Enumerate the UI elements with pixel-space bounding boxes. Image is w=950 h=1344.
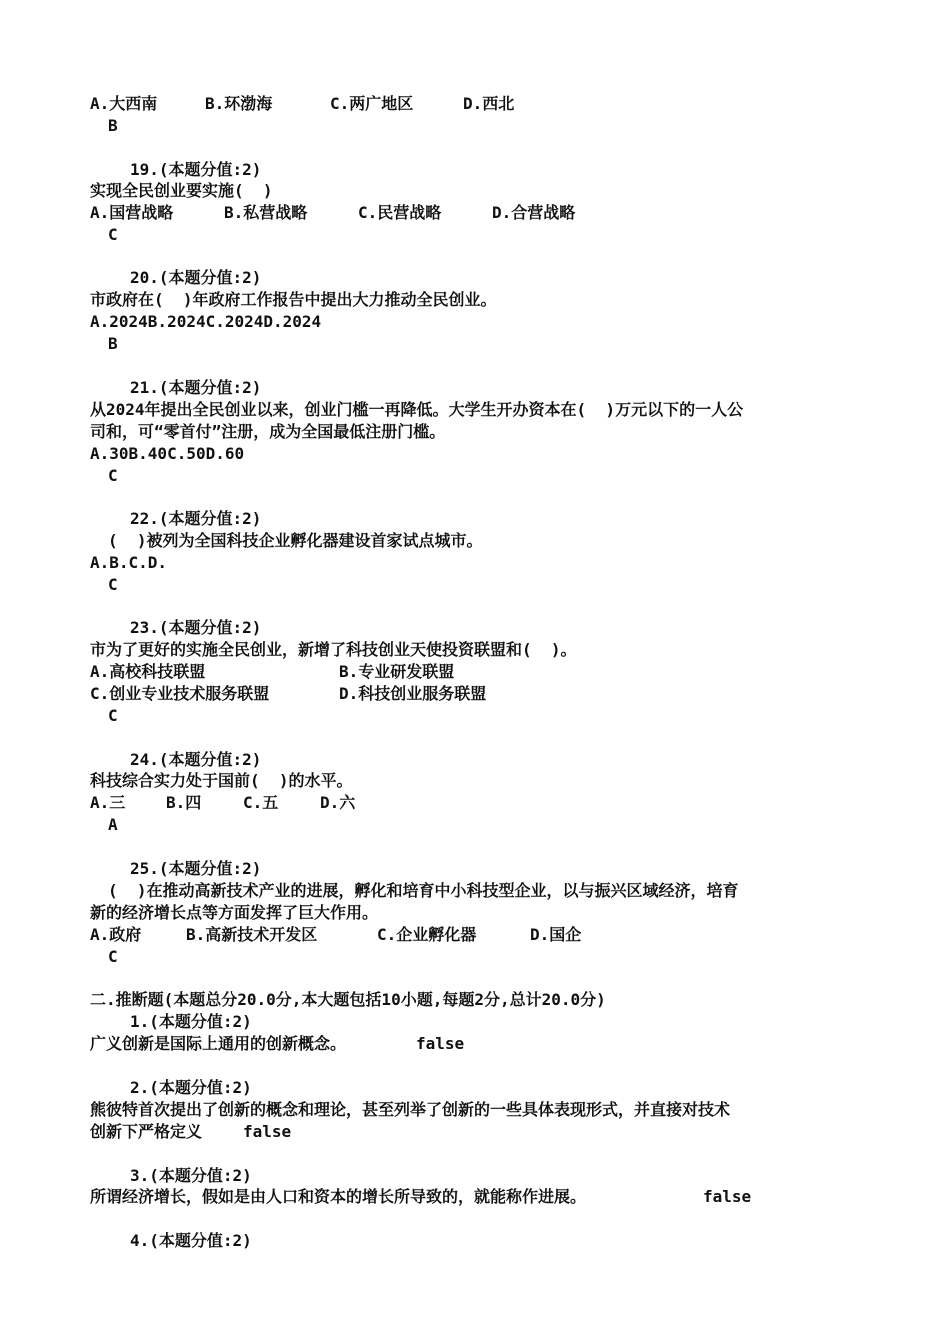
q20-heading: 20.(本题分值:2) <box>130 268 262 287</box>
tf-2-heading: 2.(本题分值:2) <box>130 1078 252 1097</box>
tf-3-heading: 3.(本题分值:2) <box>130 1166 252 1185</box>
q24-option-c: C.五 <box>243 793 279 812</box>
q19-option-d: D.合营战略 <box>492 203 576 222</box>
q24-option-a: A.三 <box>90 793 126 812</box>
q25-option-c: C.企业孵化器 <box>377 925 477 944</box>
q24-option-b: B.四 <box>166 793 202 812</box>
q24-stem: 科技综合实力处于国前( )的水平。 <box>90 771 353 790</box>
tf-4-heading: 4.(本题分值:2) <box>130 1231 252 1250</box>
q18-answer: B <box>108 116 118 135</box>
q19-stem: 实现全民创业要实施( ) <box>90 181 273 200</box>
q25-answer: C <box>108 947 118 966</box>
tf-1-stem: 广义创新是国际上通用的创新概念。 <box>90 1034 347 1053</box>
q23-stem: 市为了更好的实施全民创业，新增了科技创业天使投资联盟和( )。 <box>90 640 577 659</box>
tf-2-answer: false <box>243 1122 292 1141</box>
q23-heading: 23.(本题分值:2) <box>130 618 262 637</box>
q18-option-b: B.环渤海 <box>205 94 273 113</box>
tf-1-answer: false <box>416 1034 465 1053</box>
q19-option-c: C.民营战略 <box>358 203 442 222</box>
q19-heading: 19.(本题分值:2) <box>130 160 262 179</box>
q21-heading: 21.(本题分值:2) <box>130 378 262 397</box>
q18-option-a: A.大西南 <box>90 94 158 113</box>
q25-heading: 25.(本题分值:2) <box>130 859 262 878</box>
q18-option-d: D.西北 <box>463 94 515 113</box>
q25-option-b: B.高新技术开发区 <box>186 925 318 944</box>
q25-option-a: A.政府 <box>90 925 142 944</box>
q21-stem-line-1: 从2024年提出全民创业以来，创业门槛一再降低。大学生开办资本在( )万元以下的一人公 <box>90 400 744 419</box>
q20-stem: 市政府在( )年政府工作报告中提出大力推动全民创业。 <box>90 290 497 309</box>
tf-3-answer: false <box>703 1187 752 1206</box>
q22-stem: ( )被列为全国科技企业孵化器建设首家试点城市。 <box>108 531 483 550</box>
q20-options: A.2024B.2024C.2024D.2024 <box>90 312 322 331</box>
q19-option-b: B.私营战略 <box>224 203 308 222</box>
q22-answer: C <box>108 575 118 594</box>
q22-heading: 22.(本题分值:2) <box>130 509 262 528</box>
q25-stem-line-2: 新的经济增长点等方面发挥了巨大作用。 <box>90 903 379 922</box>
tf-2-stem-line-2: 创新下严格定义 <box>90 1122 203 1141</box>
q21-stem-line-2: 司和，可“零首付”注册，成为全国最低注册门槛。 <box>90 422 446 441</box>
q21-options: A.30B.40C.50D.60 <box>90 444 245 463</box>
tf-2-stem-line-1: 熊彼特首次提出了创新的概念和理论，甚至列举了创新的一些具体表现形式，并直接对技术 <box>90 1100 731 1119</box>
q24-heading: 24.(本题分值:2) <box>130 750 262 769</box>
q22-options: A.B.C.D. <box>90 553 168 572</box>
q23-option-c: C.创业专业技术服务联盟 <box>90 684 270 703</box>
q24-option-d: D.六 <box>320 793 356 812</box>
q25-stem-line-1: ( )在推动高新技术产业的进展，孵化和培育中小科技型企业，以与振兴区域经济，培育 <box>108 881 739 900</box>
q23-option-a: A.高校科技联盟 <box>90 662 206 681</box>
tf-3-stem: 所谓经济增长，假如是由人口和资本的增长所导致的，就能称作进展。 <box>90 1187 587 1206</box>
q23-answer: C <box>108 706 118 725</box>
section-2-title: 二.推断题(本题总分20.0分,本大题包括10小题,每题2分,总计20.0分) <box>90 990 606 1009</box>
q19-option-a: A.国营战略 <box>90 203 174 222</box>
q23-option-b: B.专业研发联盟 <box>339 662 455 681</box>
q19-answer: C <box>108 225 118 244</box>
q24-answer: A <box>108 815 118 834</box>
q18-option-c: C.两广地区 <box>330 94 414 113</box>
q23-option-d: D.科技创业服务联盟 <box>339 684 487 703</box>
q25-option-d: D.国企 <box>530 925 582 944</box>
q20-answer: B <box>108 334 118 353</box>
tf-1-heading: 1.(本题分值:2) <box>130 1012 252 1031</box>
q21-answer: C <box>108 466 118 485</box>
